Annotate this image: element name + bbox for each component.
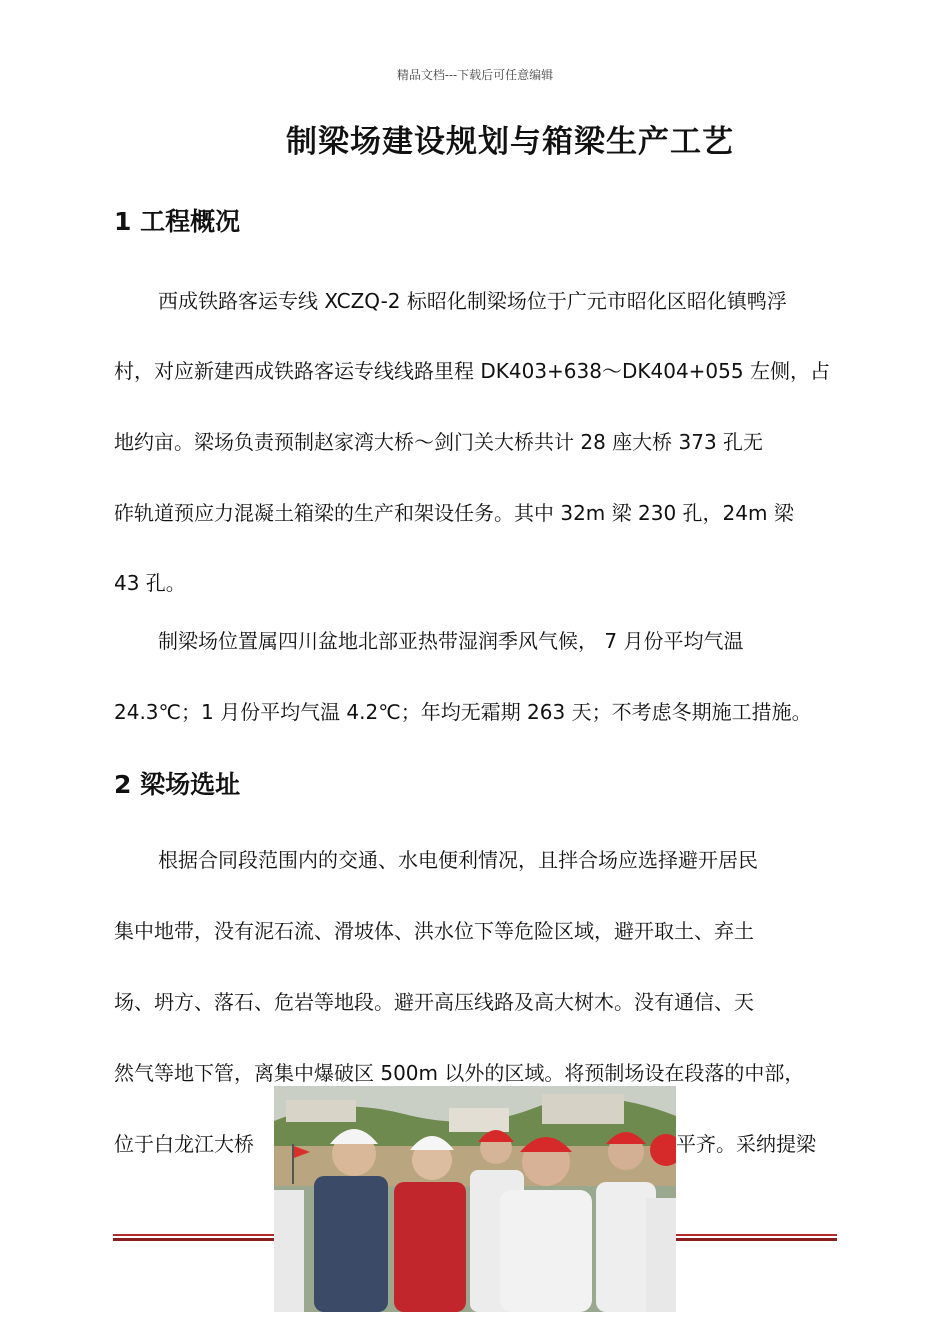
paragraph-line: 集中地带，没有泥石流、滑坡体、洪水位下等危险区域，避开取土、弃土 xyxy=(114,919,754,943)
paragraph-line: 村，对应新建西成铁路客运专线线路里程 DK403+638～DK404+055 左侧，占 xyxy=(114,359,830,383)
section-heading-1: 1 工程概况 xyxy=(114,207,241,236)
paragraph-line: 制梁场位置属四川盆地北部亚热带湿润季风气候， 7 月份平均气温 xyxy=(158,629,744,653)
paragraph-line: 平齐。采纳提梁 xyxy=(676,1132,816,1156)
header-note: 精品文档---下载后可任意编辑 xyxy=(396,68,554,82)
paragraph-line: 43 孔。 xyxy=(114,571,186,595)
photo-illustration xyxy=(274,1086,676,1312)
paragraph-line: 根据合同段范围内的交通、水电便利情况，且拌合场应选择避开居民 xyxy=(158,848,758,872)
section-heading-2: 2 梁场选址 xyxy=(114,770,241,799)
site-visit-photo xyxy=(274,1086,676,1312)
paragraph-line: 地约亩。梁场负责预制赵家湾大桥～剑门关大桥共计 28 座大桥 373 孔无 xyxy=(114,430,764,454)
paragraph-line: 24.3℃；1 月份平均气温 4.2℃；年均无霜期 263 天；不考虑冬期施工措施。 xyxy=(114,700,812,724)
document-title: 制梁场建设规划与箱梁生产工艺 xyxy=(286,124,734,160)
paragraph-line: 位于白龙江大桥 xyxy=(114,1132,254,1156)
paragraph-line: 然气等地下管，离集中爆破区 500m 以外的区域。将预制场设在段落的中部， xyxy=(114,1061,805,1085)
paragraph-line: 砟轨道预应力混凝土箱梁的生产和架设任务。其中 32m 梁 230 孔，24m 梁 xyxy=(114,501,794,525)
paragraph-line: 西成铁路客运专线 XCZQ-2 标昭化制梁场位于广元市昭化区昭化镇鸭浮 xyxy=(158,289,787,313)
paragraph-line: 场、坍方、落石、危岩等地段。避开高压线路及高大树木。没有通信、天 xyxy=(114,990,754,1014)
